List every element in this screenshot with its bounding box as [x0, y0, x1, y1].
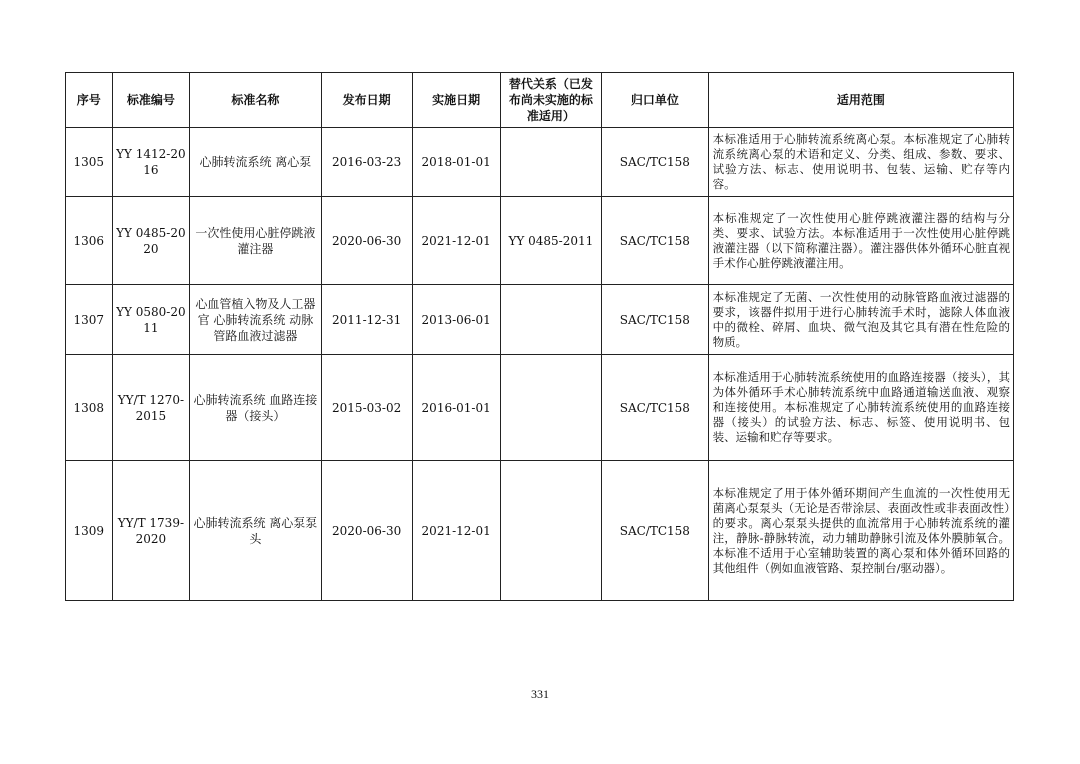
cell-implement-date: 2018-01-01: [412, 128, 500, 197]
page-number: 331: [531, 687, 549, 701]
cell-name: 心肺转流系统 离心泵: [190, 128, 321, 197]
header-publish-date: 发布日期: [321, 73, 412, 128]
table-row: [66, 285, 1014, 355]
cell-implement-date: 2021-12-01: [412, 461, 500, 601]
cell-name: 心血管植入物及人工器官 心肺转流系统 动脉管路血液过滤器: [190, 285, 321, 355]
cell-seq: 1307: [66, 285, 113, 355]
cell-replacement: [500, 355, 601, 461]
cell-name: 心肺转流系统 离心泵泵头: [190, 461, 321, 601]
header-code: 标准编号: [112, 73, 190, 128]
cell-seq: 1309: [66, 461, 113, 601]
cell-replacement: [500, 461, 601, 601]
cell-implement-date: 2021-12-01: [412, 197, 500, 285]
header-name: 标准名称: [190, 73, 321, 128]
cell-unit: SAC/TC158: [602, 355, 709, 461]
cell-replacement: YY 0485-2011: [500, 197, 601, 285]
header-replacement: 替代关系（已发布尚未实施的标准适用）: [500, 73, 601, 128]
cell-seq: 1306: [66, 197, 113, 285]
cell-code: YY/T 1270-2015: [112, 355, 190, 461]
cell-unit: SAC/TC158: [602, 285, 709, 355]
cell-scope: 本标准规定了一次性使用心脏停跳液灌注器的结构与分类、要求、试验方法。本标准适用于一次性使用心脏停跳液灌注器（以下简称灌注器）。灌注器供体外循环心脏直视手术作心脏停跳液灌注用。: [708, 197, 1013, 285]
cell-seq: 1308: [66, 355, 113, 461]
header-unit: 归口单位: [602, 73, 709, 128]
cell-publish-date: 2016-03-23: [321, 128, 412, 197]
table-row: [66, 461, 1014, 601]
table-row: [66, 197, 1014, 285]
header-scope: 适用范围: [708, 73, 1013, 128]
cell-unit: SAC/TC158: [602, 197, 709, 285]
cell-implement-date: 2013-06-01: [412, 285, 500, 355]
cell-replacement: [500, 285, 601, 355]
header-implement-date: 实施日期: [412, 73, 500, 128]
cell-unit: SAC/TC158: [602, 461, 709, 601]
cell-implement-date: 2016-01-01: [412, 355, 500, 461]
cell-publish-date: 2011-12-31: [321, 285, 412, 355]
table-row: [66, 128, 1014, 197]
cell-unit: SAC/TC158: [602, 128, 709, 197]
header-seq: 序号: [66, 73, 113, 128]
cell-code: YY 0580-2011: [112, 285, 190, 355]
cell-name: 一次性使用心脏停跳液灌注器: [190, 197, 321, 285]
table-header-row: [66, 73, 1014, 128]
cell-scope: 本标准适用于心肺转流系统使用的血路连接器（接头），其为体外循环手术心肺转流系统中血路通道输送血液、观察和连接使用。本标准规定了心肺转流系统使用的血路连接器（接头）的试验方法、标志、标签、使用说明书、包装、运输和贮存等要求。: [708, 355, 1013, 461]
table-row: [66, 355, 1014, 461]
cell-scope: 本标准规定了用于体外循环期间产生血流的一次性使用无菌离心泵泵头（无论是否带涂层、表面改性或非表面改性）的要求。离心泵泵头提供的血流常用于心肺转流系统的灌注，静脉-静脉转流，动力辅助静脉引流及体外膜肺氧合。本标准不适用于心室辅助装置的离心泵和体外循环回路的其他组件（例如血液管路、泵控制台/驱动器）。: [708, 461, 1013, 601]
cell-publish-date: 2015-03-02: [321, 355, 412, 461]
cell-publish-date: 2020-06-30: [321, 461, 412, 601]
cell-replacement: [500, 128, 601, 197]
cell-publish-date: 2020-06-30: [321, 197, 412, 285]
cell-scope: 本标准适用于心肺转流系统离心泵。本标准规定了心肺转流系统离心泵的术语和定义、分类、组成、参数、要求、试验方法、标志、使用说明书、包装、运输、贮存等内容。: [708, 128, 1013, 197]
cell-code: YY/T 1739-2020: [112, 461, 190, 601]
cell-code: YY 0485-2020: [112, 197, 190, 285]
cell-code: YY 1412-2016: [112, 128, 190, 197]
cell-seq: 1305: [66, 128, 113, 197]
standards-table: [65, 72, 1014, 601]
cell-name: 心肺转流系统 血路连接器（接头）: [190, 355, 321, 461]
cell-scope: 本标准规定了无菌、一次性使用的动脉管路血液过滤器的要求，该器件拟用于进行心肺转流手术时，滤除人体血液中的微栓、碎屑、血块、微气泡及其它具有潜在性危险的物质。: [708, 285, 1013, 355]
